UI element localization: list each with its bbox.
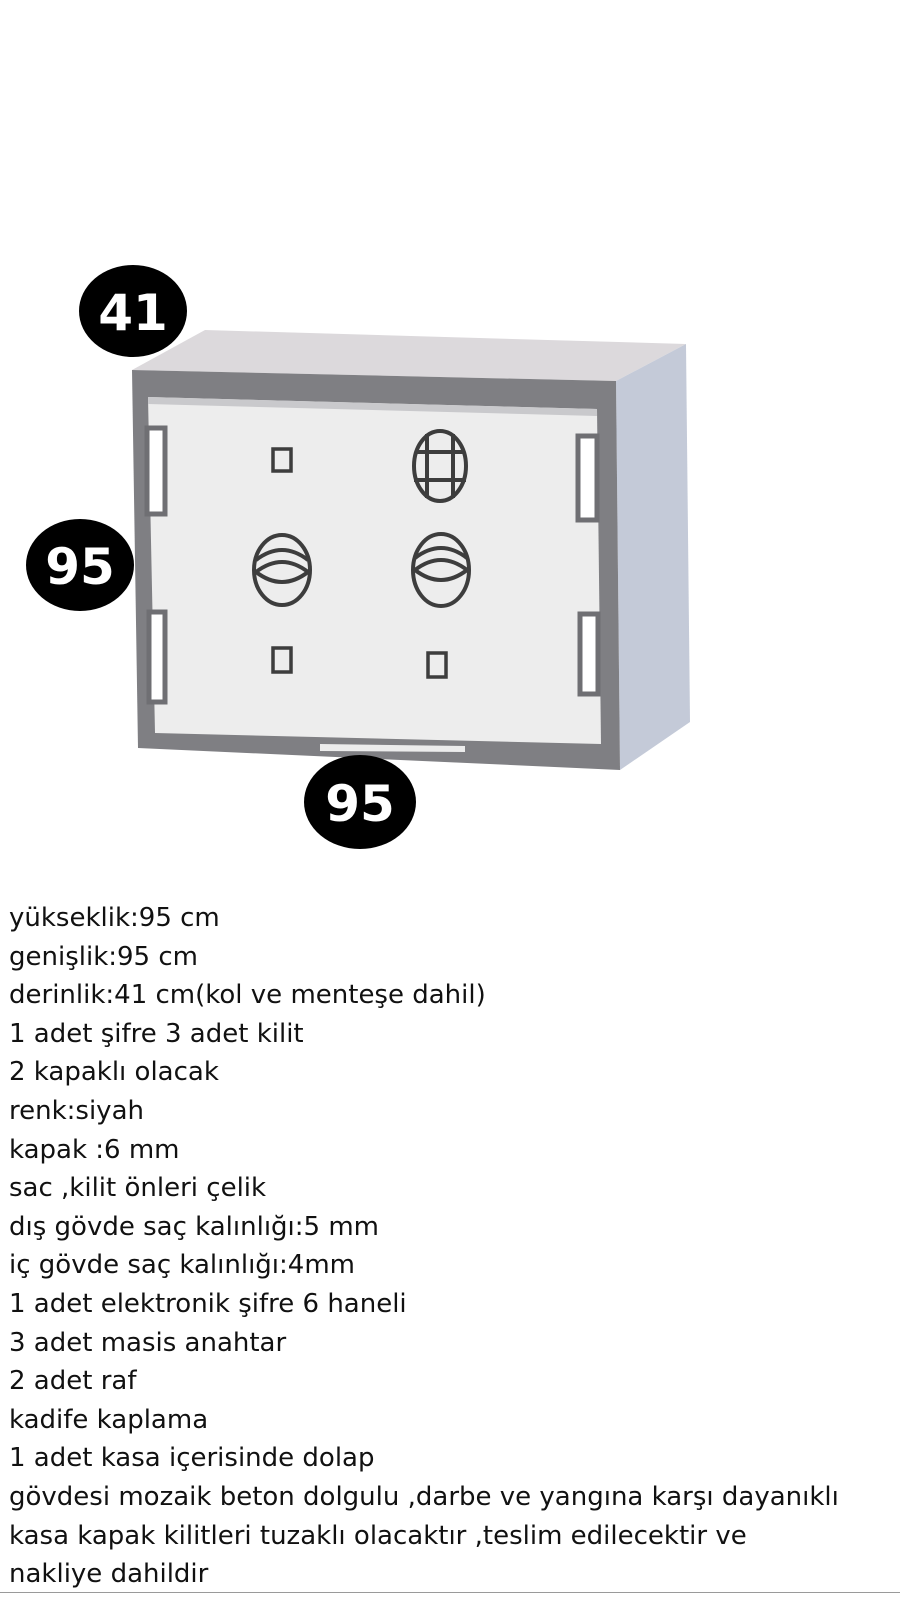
spec-doors: 2 kapaklı olacak (9, 1057, 219, 1088)
spec-delivery: kasa kapak kilitleri tuzaklı olacaktır ,teslim edilecektir ve nakliye dahildir (9, 1520, 747, 1590)
spec-list (9, 899, 889, 1594)
svg-text:41: 41 (98, 284, 168, 342)
spec-outer-body: dış gövde saç kalınlığı:5 mm (9, 1211, 379, 1242)
spec-keys: 3 adet masis anahtar (9, 1327, 287, 1358)
spec-velvet: kadife kaplama (9, 1404, 209, 1435)
spec-locks: 1 adet şifre 3 adet kilit (9, 1018, 304, 1049)
spec-electronic-code: 1 adet elektronik şifre 6 haneli (9, 1288, 407, 1319)
svg-text:95: 95 (45, 538, 115, 596)
right-hinge-top (578, 436, 597, 520)
bottom-divider (0, 1592, 900, 1593)
spec-inner-body: iç gövde saç kalınlığı:4mm (9, 1250, 355, 1281)
spec-width: genişlik:95 cm (9, 941, 198, 972)
height-badge (26, 519, 134, 611)
spec-shelves: 2 adet raf (9, 1366, 137, 1397)
left-hinge-top (147, 428, 165, 514)
spec-inner-cabinet: 1 adet kasa içerisinde dolap (9, 1443, 375, 1474)
spec-steel: sac ,kilit önleri çelik (9, 1173, 267, 1204)
spec-height: yükseklik:95 cm (9, 903, 220, 933)
depth-badge (79, 265, 187, 357)
spec-color: renk:siyah (9, 1095, 144, 1126)
safe-side-face (616, 344, 690, 770)
spec-body-fill: gövdesi mozaik beton dolgulu ,darbe ve yangına karşı dayanıklı (9, 1481, 839, 1512)
right-hinge-bottom (580, 614, 598, 694)
left-hinge-bottom (149, 612, 165, 702)
spec-depth: derinlik:41 cm(kol ve menteşe dahil) (9, 980, 486, 1011)
safe-door-panel (148, 397, 601, 744)
spec-door-thickness: kapak :6 mm (9, 1134, 180, 1165)
svg-text:95: 95 (325, 775, 395, 833)
width-badge (304, 755, 416, 849)
